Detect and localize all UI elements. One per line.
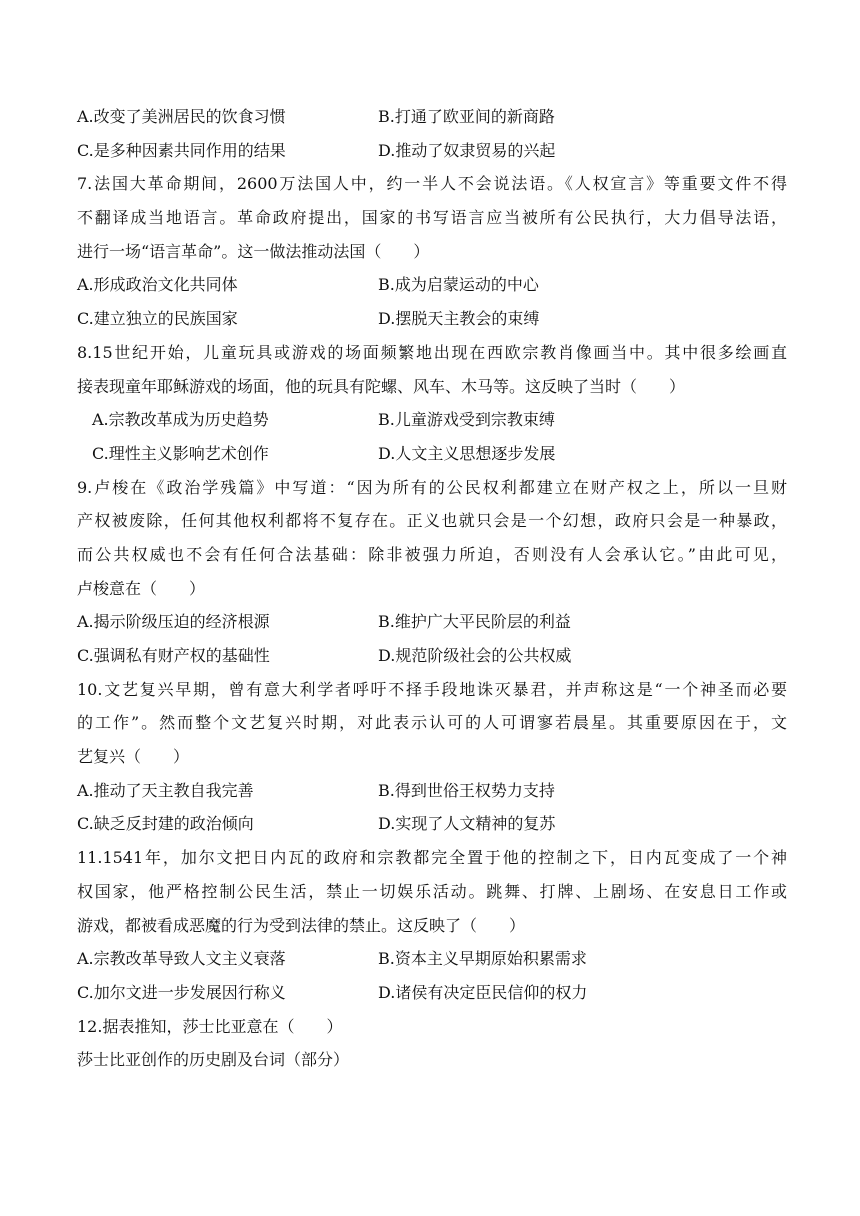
question-7 xyxy=(77,167,787,335)
options-row xyxy=(77,942,787,976)
question-8 xyxy=(77,336,787,471)
question-stem-line: 12.据表推知，莎士比亚意在（ ） xyxy=(77,1016,343,1036)
option-d: D.人文主义思想逐步发展 xyxy=(378,443,556,463)
question-9 xyxy=(77,471,787,673)
option-c: C.加尔文进一步发展因行称义 xyxy=(77,982,286,1002)
question-10 xyxy=(77,673,787,841)
question-stem-line: 而公共权威也不会有任何合法基础：除非被强力所迫，否则没有人会承认它。”由此可见， xyxy=(77,544,787,564)
option-c: C.强调私有财产权的基础性 xyxy=(77,646,270,665)
exam-page xyxy=(77,100,787,1077)
options-row xyxy=(77,639,787,673)
question-12 xyxy=(77,1010,787,1077)
question-stem-line: 进行一场“语言革命”。这一做法推动法国（ ） xyxy=(77,241,430,261)
option-d: D.规范阶级社会的公共权威 xyxy=(378,646,572,665)
option-a: A.揭示阶级压迫的经济根源 xyxy=(77,612,270,632)
question-stem-line: 艺复兴（ ） xyxy=(77,747,190,767)
options-row xyxy=(77,605,787,639)
question-stem-line: 权国家，他严格控制公民生活，禁止一切娱乐活动。跳舞、打牌、上剧场、在安息日工作或 xyxy=(77,881,787,901)
options-row xyxy=(77,302,787,336)
options-row xyxy=(77,976,787,1010)
question-stem-line: 卢梭意在（ ） xyxy=(77,578,206,598)
question-stem-line: 接表现童年耶稣游戏的场面，他的玩具有陀螺、风车、木马等。这反映了当时（ ） xyxy=(77,376,686,396)
option-b: B.打通了欧亚间的新商路 xyxy=(378,107,555,126)
question-stem-line: 9.卢梭在《政治学残篇》中写道：“因为所有的公民权利都建立在财产权之上，所以一旦财 xyxy=(77,477,787,497)
options-row xyxy=(77,134,787,168)
option-a: A.宗教改革导致人文主义衰落 xyxy=(77,949,286,969)
option-b: B.资本主义早期原始积累需求 xyxy=(378,949,587,969)
question-stem-line: 7.法国大革命期间，2600万法国人中，约一半人不会说法语。《人权宣言》等重要文件不得 xyxy=(77,174,787,194)
option-b: B.儿童游戏受到宗教束缚 xyxy=(378,410,555,430)
question-stem-line: 不翻译成当地语言。革命政府提出，国家的书写语言应当被所有公民执行，大力倡导法语， xyxy=(77,208,787,228)
question-stem-line: 8.15世纪开始，儿童玩具或游戏的场面频繁地出现在西欧宗教肖像画当中。其中很多绘画直 xyxy=(77,342,787,362)
question-stem-line: 产权被废除，任何其他权利都将不复存在。正义也就只会是一个幻想，政府只会是一种暴政， xyxy=(77,511,787,531)
option-c: C.建立独立的民族国家 xyxy=(77,309,238,329)
table-caption: 莎士比亚创作的历史剧及台词（部分） xyxy=(77,1050,350,1070)
option-a: A.推动了天主教自我完善 xyxy=(77,780,254,800)
question-stem-line: 10.文艺复兴早期，曾有意大利学者呼吁不择手段地诛灭暴君，并声称这是“一个神圣而必要 xyxy=(77,679,787,699)
options-row xyxy=(77,100,787,134)
question-6 xyxy=(77,100,787,167)
question-stem-line: 11.1541年，加尔文把日内瓦的政府和宗教都完全置于他的控制之下，日内瓦变成了一个神 xyxy=(77,848,787,868)
question-stem-line: 的工作”。然而整个文艺复兴时期，对此表示认可的人可谓寥若晨星。其重要原因在于，文 xyxy=(77,713,787,733)
question-stem-line: 游戏，都被看成恶魔的行为受到法律的禁止。这反映了（ ） xyxy=(77,915,526,935)
options-row xyxy=(77,807,787,841)
option-a: A.改变了美洲居民的饮食习惯 xyxy=(77,107,286,126)
options-row xyxy=(77,437,787,471)
options-row xyxy=(77,774,787,808)
option-c: C.理性主义影响艺术创作 xyxy=(92,443,269,463)
option-c: C.缺乏反封建的政治倾向 xyxy=(77,814,254,834)
question-11 xyxy=(77,841,787,1009)
option-d: D.推动了奴隶贸易的兴起 xyxy=(378,140,556,160)
option-b: B.得到世俗王权势力支持 xyxy=(378,780,555,800)
options-row xyxy=(77,268,787,302)
option-c: C.是多种因素共同作用的结果 xyxy=(77,140,286,160)
option-a: A.宗教改革成为历史趋势 xyxy=(92,410,269,430)
option-d: D.实现了人文精神的复苏 xyxy=(378,814,556,834)
option-a: A.形成政治文化共同体 xyxy=(77,275,238,295)
option-d: D.摆脱天主教会的束缚 xyxy=(378,309,540,329)
option-b: B.维护广大平民阶层的利益 xyxy=(378,612,571,632)
option-b: B.成为启蒙运动的中心 xyxy=(378,275,539,295)
option-d: D.诸侯有决定臣民信仰的权力 xyxy=(378,982,588,1002)
options-row xyxy=(77,403,787,437)
